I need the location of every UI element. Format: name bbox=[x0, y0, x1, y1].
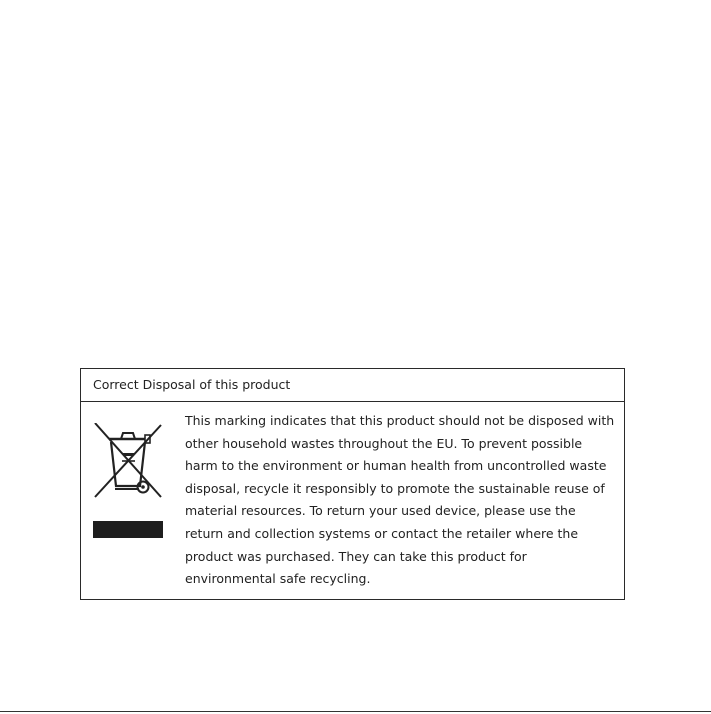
disposal-notice-title: Correct Disposal of this product bbox=[81, 369, 624, 402]
disposal-notice-box bbox=[80, 368, 625, 600]
page-bottom-rule bbox=[0, 711, 711, 712]
crossed-out-wheelie-bin-icon bbox=[93, 423, 163, 541]
disposal-notice-text: This marking indicates that this product should not be disposed with other household wastes throughout the EU. To prevent possible harm to the environment or human health from uncontrolled waste disposal, recycle it responsibly to promote the sustainable reuse of material resources. To return your used device, please use the return and collection systems or contact the retailer where the product was purchased. They can take this product for environmental safe recycling. bbox=[185, 413, 615, 587]
